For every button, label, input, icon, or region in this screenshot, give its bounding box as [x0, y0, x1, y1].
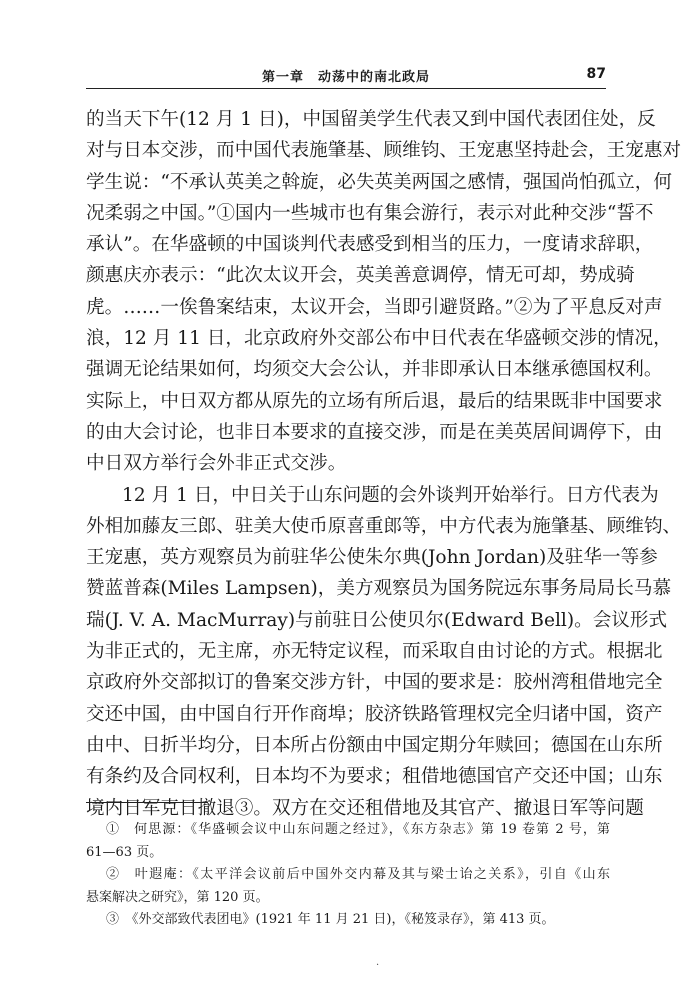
text-line: 境内日军克日撤退③。双方在交还租借地及其官产、撤退日军等问题 [86, 797, 644, 819]
text-line: 颜惠庆亦表示：“此次太议开会，英美善意调停，情无可却，势成骑 [86, 265, 635, 287]
text-line: 12 月 1 日，中日关于山东问题的会外谈判开始举行。日方代表为 [122, 484, 659, 506]
footnote-line: ② 叶遐庵：《太平洋会议前后中国外交内幕及其与梁士诒之关系》，引自《山东 [106, 867, 610, 882]
text-line: 赞蓝普森(Miles Lampsen)，美方观察员为国务院远东事务局局长马慕 [86, 578, 672, 600]
text-line: 承认”。在华盛顿的中国谈判代表感受到相当的压力，一度请求辞职， [86, 234, 654, 256]
running-header [86, 66, 606, 96]
text-line: 浪，12 月 11 日，北京政府外交部公布中日代表在华盛顿交涉的情况， [86, 328, 672, 350]
page-number: 87 [586, 66, 606, 82]
text-line: 瑞(J. V. A. MacMurray)与前驻日公使贝尔(Edward Bell)。会议形式 [86, 609, 668, 631]
text-line: 中日双方举行会外非正式交涉。 [86, 453, 347, 475]
text-line: 外相加藤友三郎、驻美大使币原喜重郎等，中方代表为施肇基、顾维钧、 [86, 515, 681, 537]
text-line: 有条约及合同权利，日本均不为要求；租借地德国官产交还中国；山东 [86, 766, 663, 788]
text-line: 况柔弱之中国。”①国内一些城市也有集会游行，表示对此种交涉“誓不 [86, 202, 654, 224]
page-mark: · [376, 960, 380, 971]
text-line: 京政府外交部拟订的鲁案交涉方针，中国的要求是：胶州湾租借地完全 [86, 672, 663, 694]
footnote-line: ③ 《外交部致代表团电》(1921 年 11 月 21 日)，《秘笈录存》，第 413 页。 [106, 912, 555, 927]
text-line: 的由大会讨论，也非日本要求的直接交涉，而是在美英居间调停下，由 [86, 421, 663, 443]
text-line: 学生说：“不承认英美之斡旋，必失英美两国之感情，强国尚怕孤立，何 [86, 171, 672, 193]
body-text [86, 104, 681, 824]
chapter-title: 第一章 动荡中的南北政局 [261, 70, 430, 85]
text-line: 强调无论结果如何，均须交大会公认，并非即承认日本继承德国权利。 [86, 359, 663, 381]
text-line: 实际上，中日双方都从原先的立场有所后退，最后的结果既非中国要求 [86, 390, 663, 412]
header-rule [86, 88, 606, 89]
text-line: 为非正式的，无主席，亦无特定议程，而采取自由讨论的方式。根据北 [86, 641, 663, 663]
text-line: 对与日本交涉，而中国代表施肇基、顾维钧、王宠惠坚持赴会，王宠惠对 [86, 140, 681, 162]
text-line: 的当天下午(12 月 1 日)，中国留美学生代表又到中国代表团住处，反 [86, 109, 656, 130]
text-line: 王宠惠，英方观察员为前驻华公使朱尔典(John Jordan)及驻华一等参 [86, 547, 658, 569]
footnote-line: 悬案解决之研究》，第 120 页。 [86, 889, 269, 905]
footnote-line: ① 何思源：《华盛顿会议中山东问题之经过》，《东方杂志》第 19 卷第 2 号，第 [106, 822, 610, 837]
text-line: 交还中国，由中国自行开作商埠；胶济铁路管理权完全归诸中国，资产 [86, 703, 663, 725]
text-line: 由中、日折半均分，日本所占份额由中国定期分年赎回；德国在山东所 [86, 734, 663, 756]
footnotes [86, 819, 610, 932]
footnote-rule [86, 802, 208, 803]
footnote-line: 61—63 页。 [86, 844, 163, 860]
text-line: 虎。……一俟鲁案结束，太议开会，当即引避贤路。”②为了平息反对声 [86, 296, 663, 318]
